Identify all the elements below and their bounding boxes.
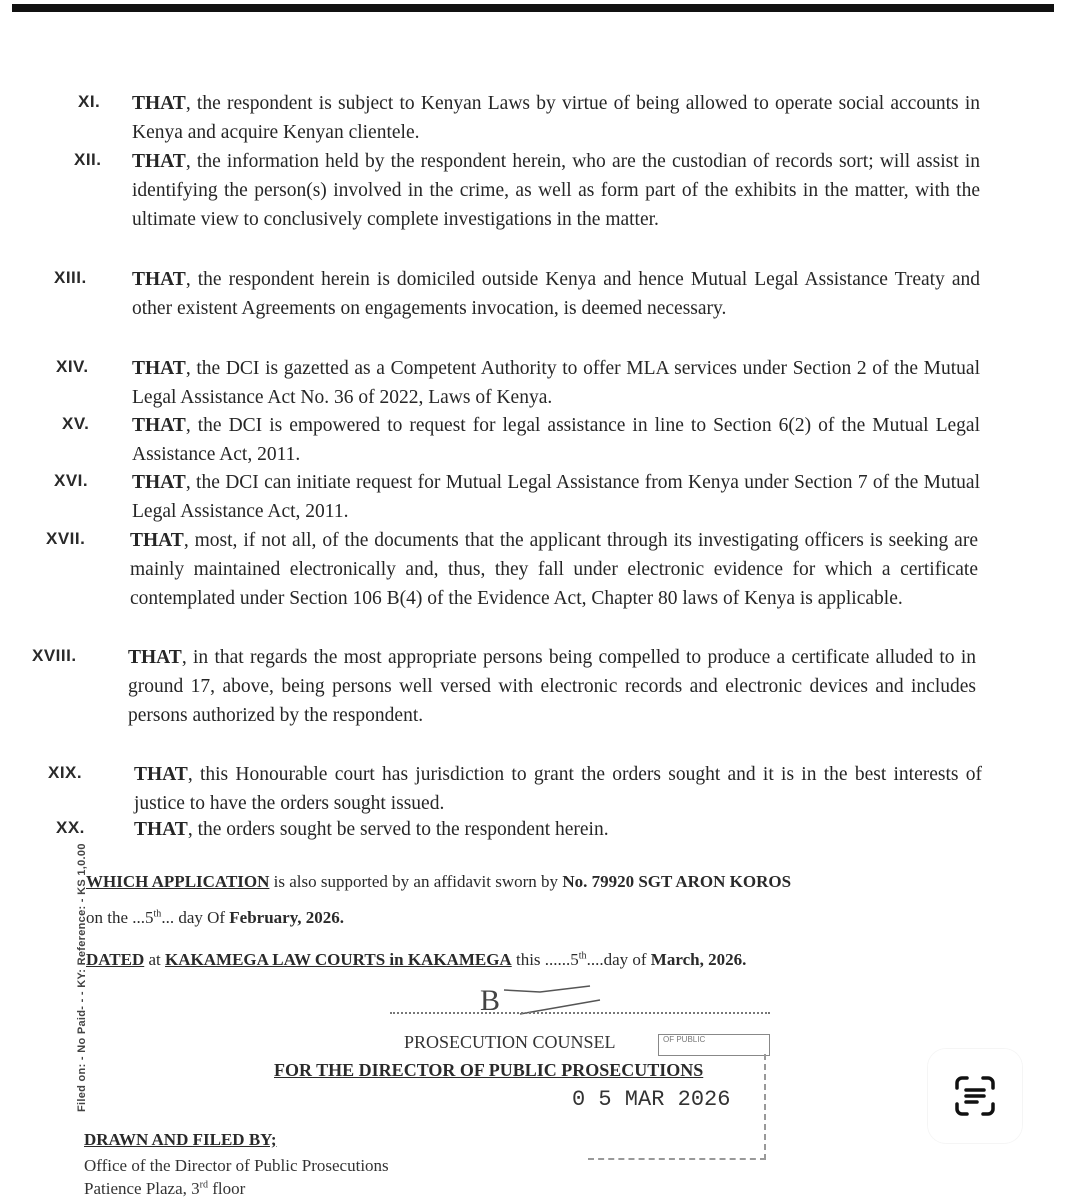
ground-text: THAT, the respondent herein is domiciled outside Kenya and hence Mutual Legal Assistance Treaty and other existent Agreements on engagements invocation, is deemed necessary. bbox=[132, 269, 980, 319]
ground-text: THAT, this Honourable court has jurisdiction to grant the orders sought and it is in the best interests of justice to have the orders sought issued. bbox=[134, 764, 982, 814]
text-scan-button[interactable] bbox=[928, 1049, 1022, 1143]
dated-line: DATED at KAKAMEGA LAW COURTS in KAKAMEGA this ......5th....day of March, 2026. bbox=[86, 950, 747, 969]
ground-number: XIV. bbox=[56, 357, 89, 376]
ground-number: XX. bbox=[56, 818, 85, 837]
affidavit-date-line: on the ...5th... day Of February, 2026. bbox=[86, 908, 345, 927]
ground-text: THAT, the DCI can initiate request for Mutual Legal Assistance from Kenya under Section 7 of the Mutual Legal Assistance Act, 2011. bbox=[132, 472, 980, 522]
ground-number: XII. bbox=[74, 150, 102, 169]
which-application-line: WHICH APPLICATION is also supported by an affidavit sworn by No. 79920 SGT ARON KOROS bbox=[86, 872, 792, 891]
ground-number: XI. bbox=[78, 92, 101, 111]
office-stamp: OF PUBLIC bbox=[658, 1034, 770, 1056]
date-stamp: 0 5 MAR 2026 bbox=[572, 1087, 731, 1112]
text-scan-icon bbox=[953, 1074, 997, 1118]
ground-number: XIII. bbox=[54, 268, 87, 287]
ground-text: THAT, the information held by the respondent herein, who are the custodian of records sort; will assist in identifying the person(s) involved in the crime, as well as form part of the exhibits in the matter, with the ultimate view to conclusively complete investigations in the matter. bbox=[132, 151, 980, 230]
office-address: Patience Plaza, 3rd floor bbox=[84, 1179, 246, 1198]
office-name: Office of the Director of Public Prosecutions bbox=[84, 1156, 389, 1175]
signature-line bbox=[390, 1012, 770, 1016]
dpp-title: FOR THE DIRECTOR OF PUBLIC PROSECUTIONS bbox=[274, 1060, 704, 1080]
signature bbox=[480, 980, 610, 1025]
ground-text: THAT, the orders sought be served to the respondent herein. bbox=[134, 819, 609, 840]
ground-text: THAT, the respondent is subject to Kenyan Laws by virtue of being allowed to operate social accounts in Kenya and acquire Kenyan clientele. bbox=[132, 93, 980, 143]
counsel-title: PROSECUTION COUNSEL bbox=[404, 1032, 616, 1052]
ground-text: THAT, the DCI is empowered to request for legal assistance in line to Section 6(2) of the Mutual Legal Assistance Act, 2011. bbox=[132, 415, 980, 465]
drawn-and-filed-heading: DRAWN AND FILED BY; bbox=[84, 1130, 277, 1149]
ground-number: XV. bbox=[62, 414, 90, 433]
filing-receipt-sidebar: Filed on: - No Paid- - - KY: Reference: - KS 1,0.00 bbox=[76, 843, 88, 1112]
ground-number: XVII. bbox=[46, 529, 86, 548]
ground-number: XVIII. bbox=[32, 646, 77, 665]
ground-text: THAT, in that regards the most appropriate persons being compelled to produce a certificate alluded to in ground 17, above, being persons well versed with electronic records and electronic devices and includes persons authorized by the respondent. bbox=[128, 647, 976, 726]
ground-number: XIX. bbox=[48, 763, 83, 782]
ground-number: XVI. bbox=[54, 471, 89, 490]
ground-text: THAT, the DCI is gazetted as a Competent Authority to offer MLA services under Section 2 of the Mutual Legal Assistance Act No. 36 of 2022, Laws of Kenya. bbox=[132, 358, 980, 408]
ground-text: THAT, most, if not all, of the documents that the applicant through its investigating officers is seeking are mainly maintained electronically and, thus, they fall under electronic evidence for which a certificate contemplated under Section 106 B(4) of the Evidence Act, Chapter 80 laws of Kenya is applicable. bbox=[130, 530, 978, 609]
signature-mark: B bbox=[480, 984, 501, 1017]
